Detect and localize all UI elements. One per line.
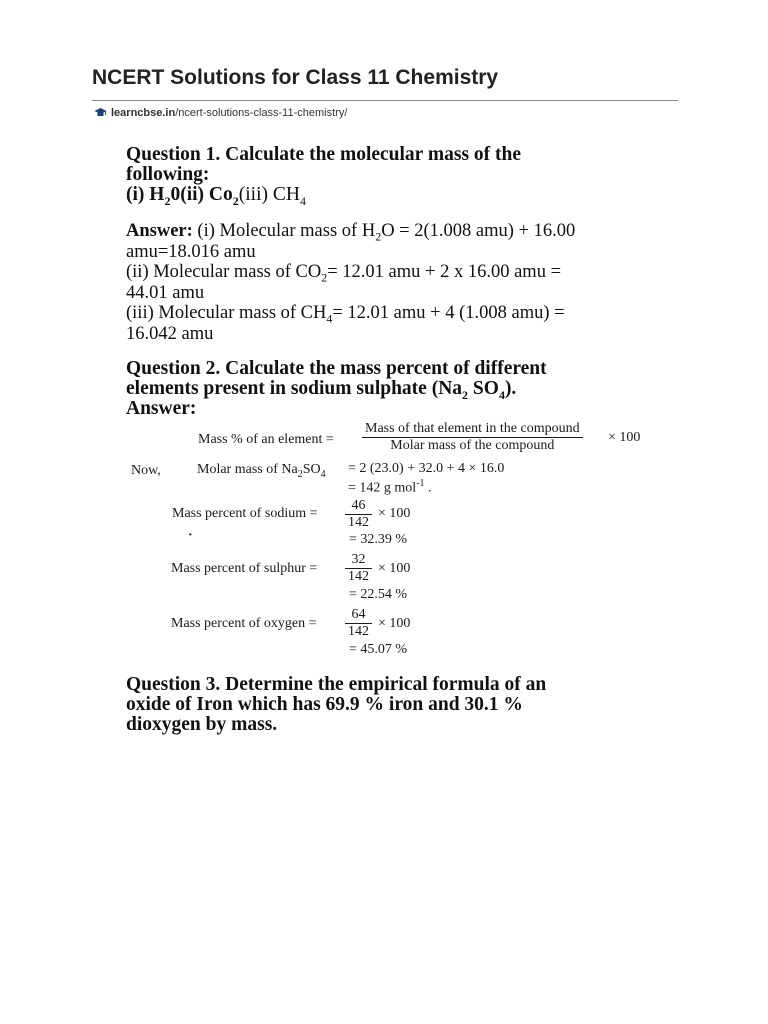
- oxygen-multiplier: × 100: [378, 616, 411, 631]
- molar-mass-result: = 142 g mol$^{-1}$ .: [348, 478, 432, 496]
- sodium-multiplier: × 100: [378, 506, 411, 521]
- source-domain: learncbse.in: [111, 107, 176, 119]
- sulphur-label: Mass percent of sulphur =: [171, 561, 318, 576]
- oxygen-result: = 45.07 %: [349, 642, 408, 657]
- oxygen-fraction: 64 142: [345, 607, 372, 640]
- formula-numerator: Mass of that element in the compound: [365, 421, 580, 436]
- molar-mass-lhs: Molar mass of $Na_2SO_4$: [197, 462, 326, 480]
- sulphur-result: = 22.54 %: [349, 587, 408, 602]
- formula-denominator: Molar mass of the compound: [390, 438, 555, 453]
- question-1-line-1: Question 1. Calculate the molecular mass of the: [126, 144, 522, 165]
- formula-multiplier: × 100: [608, 430, 641, 445]
- formula-lhs: Mass % of an element =: [198, 432, 334, 447]
- question-2-line-2: elements present in sodium sulphate ($Na_2$ $SO_4$).: [126, 378, 517, 402]
- sodium-result: = 32.39 %: [349, 532, 408, 547]
- answer-1-line-4: 44.01 amu: [126, 282, 205, 303]
- sodium-label: Mass percent of sodium =: [172, 506, 318, 521]
- sulphur-multiplier: × 100: [378, 561, 411, 576]
- source-path: /ncert-solutions-class-11-chemistry/: [175, 107, 348, 119]
- page-title: NCERT Solutions for Class 11 Chemistry: [92, 66, 499, 89]
- question-3-line-3: dioxygen by mass.: [126, 714, 278, 735]
- question-1-line-2: following:: [126, 164, 210, 185]
- answer-1-line-6: 16.042 amu: [126, 323, 214, 344]
- question-1-items: (i) $H_20(ii)$ $Co_2(iii)$ $CH_4$: [126, 184, 306, 208]
- now-label: Now,: [131, 463, 161, 478]
- answer-1-line-3: (ii) Molecular mass of $CO_2= 12.01$ amu + 2 x 16.00 amu =: [126, 262, 562, 285]
- answer-label: Answer:: [126, 221, 193, 241]
- answer-2-label: Answer:: [126, 398, 197, 419]
- molar-mass-rhs: = 2 (23.0) + 32.0 + 4 × 16.0: [348, 461, 505, 476]
- answer-1-line-5: (iii) Molecular mass of $CH_4= 12.01$ amu + 4 (1.008 amu) =: [126, 303, 565, 326]
- sodium-fraction: 46 142: [345, 498, 372, 531]
- question-3-line-2: oxide of Iron which has 69.9 % iron and 30.1 %: [126, 694, 523, 715]
- answer-1-line-2: amu=18.016 amu: [126, 241, 256, 262]
- stray-dot: ·: [188, 528, 193, 543]
- formula-fraction: [362, 421, 583, 454]
- question-2-line-1: Question 2. Calculate the mass percent of different: [126, 358, 547, 379]
- answer-1-line-1: Answer: (i) Molecular mass of $H_2O = 2(1.008$ amu) + 16.00: [126, 221, 576, 244]
- question-3-line-1: Question 3. Determine the empirical formula of an: [126, 674, 547, 695]
- oxygen-label: Mass percent of oxygen =: [171, 616, 317, 631]
- sulphur-fraction: 32 142: [345, 552, 372, 585]
